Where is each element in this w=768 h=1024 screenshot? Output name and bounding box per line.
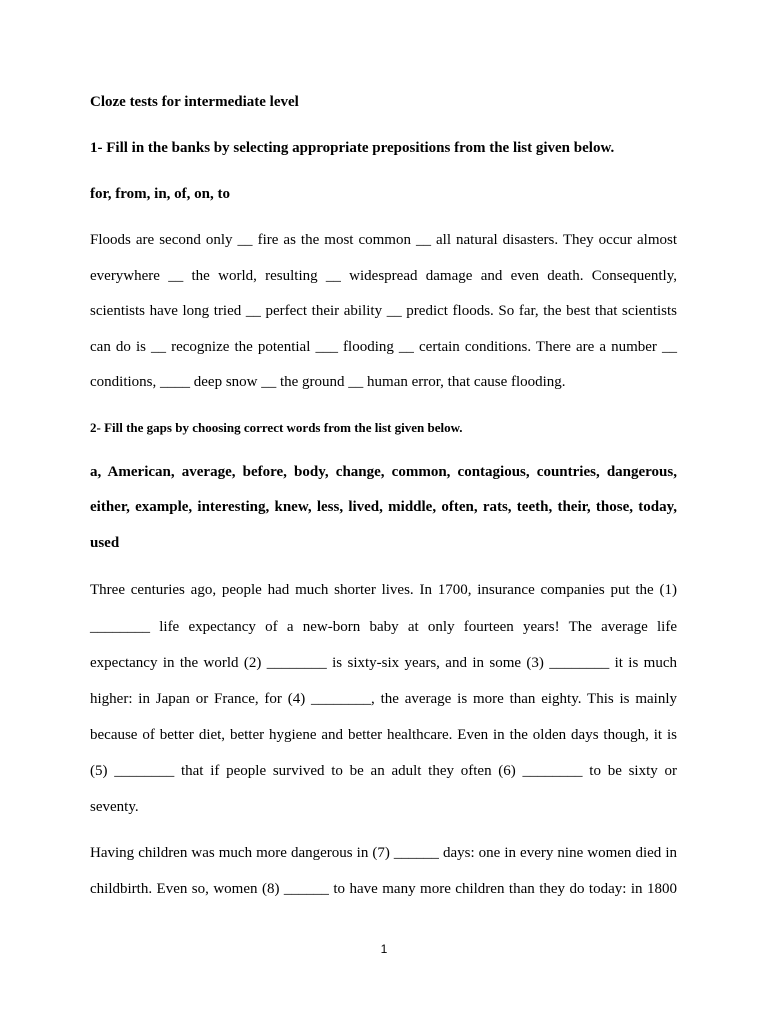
- section1-line: Floods are second only __ fire as the most common __ all natural disasters. They occur almost: [90, 232, 677, 248]
- section1-line: can do is __ recognize the potential ___ flooding __ certain conditions. There are a number __: [90, 339, 677, 355]
- section2-word-list-line: either, example, interesting, knew, less, lived, middle, often, rats, teeth, their, those, today,: [90, 499, 677, 515]
- paragraph1-line: expectancy in the world (2) ________ is sixty-six years, and in some (3) ________ it is much: [90, 655, 677, 671]
- paragraph1-line: seventy.: [90, 799, 139, 815]
- section1-word-list: for, from, in, of, on, to: [90, 186, 230, 202]
- paragraph1-line: (5) ________ that if people survived to be an adult they often (6) ________ to be sixty or: [90, 763, 677, 779]
- paragraph2-line: childbirth. Even so, women (8) ______ to have many more children than they do today: in 1800: [90, 881, 677, 897]
- paragraph1-line: higher: in Japan or France, for (4) ________, the average is more than eighty. This is mainly: [90, 691, 677, 707]
- section1-line: scientists have long tried __ perfect their ability __ predict floods. So far, the best that scientists: [90, 303, 677, 319]
- section2-word-list-line: a, American, average, before, body, change, common, contagious, countries, dangerous,: [90, 464, 677, 480]
- section2-word-list-line: used: [90, 535, 120, 551]
- section1-line: conditions, ____ deep snow __ the ground __ human error, that cause flooding.: [90, 374, 566, 390]
- paragraph2-line: Having children was much more dangerous in (7) ______ days: one in every nine women died in: [90, 845, 677, 861]
- section1-line: everywhere __ the world, resulting __ widespread damage and even death. Consequently,: [90, 268, 677, 284]
- document-title: Cloze tests for intermediate level: [90, 94, 299, 110]
- paragraph1-line: Three centuries ago, people had much shorter lives. In 1700, insurance companies put the (1): [90, 582, 677, 598]
- section1-instruction: 1- Fill in the banks by selecting appropriate prepositions from the list given below.: [90, 140, 615, 156]
- section2-instruction: 2- Fill the gaps by choosing correct words from the list given below.: [90, 420, 463, 435]
- paragraph1-line: because of better diet, better hygiene and better healthcare. Even in the olden days though, it is: [90, 727, 677, 743]
- paragraph1-line: ________ life expectancy of a new-born baby at only fourteen years! The average life: [90, 619, 677, 635]
- page-number: 1: [380, 942, 388, 956]
